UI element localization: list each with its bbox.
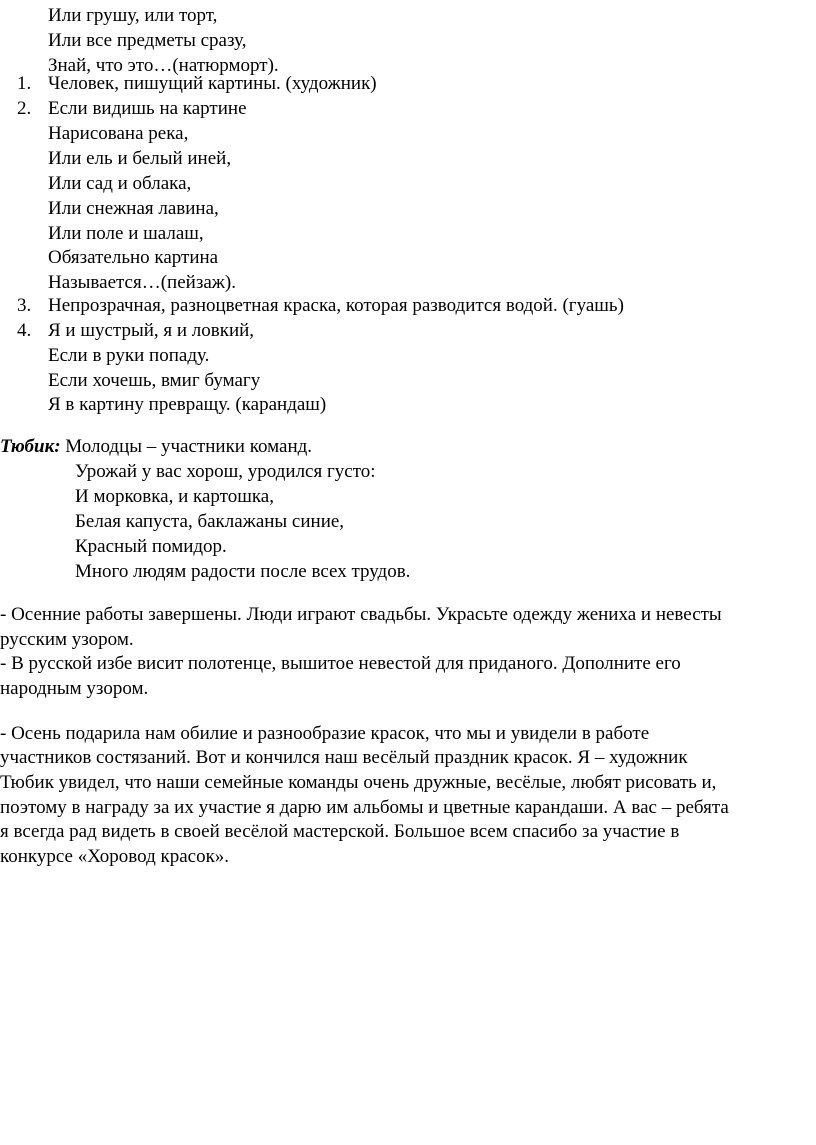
riddle-line: Или поле и шалаш, [48,223,204,244]
riddle-line: Если в руки попаду. [48,345,210,366]
paragraph-line: - В русской избе висит полотенце, вышитое невестой для приданого. Дополните его [0,653,681,674]
riddle-line: Я в картину превращу. (карандаш) [48,394,327,415]
riddle-line: Я и шустрый, я и ловкий, [48,320,255,341]
speech-line: Белая капуста, баклажаны синие, [75,511,345,532]
speech-line: Красный помидор. [75,536,227,557]
list-number: 2. [17,98,32,119]
verse-line: Или грушу, или торт, [48,5,218,26]
speech-first-line: Молодцы – участники команд. [65,436,313,457]
paragraph-line: русским узором. [0,629,134,650]
paragraph-line: - Осенние работы завершены. Люди играют свадьбы. Украсьте одежду жениха и невесты [0,604,722,625]
speech-line: И морковка, и картошка, [75,486,274,507]
list-number: 4. [17,320,32,341]
speech-line: Много людям радости после всех трудов. [75,561,411,582]
riddle-line: Называется…(пейзаж). [48,272,236,293]
riddle-line: Или сад и облака, [48,173,192,194]
speech-line: Урожай у вас хорош, уродился густо: [75,461,376,482]
paragraph-line: я всегда рад видеть в своей весёлой мастерской. Большое всем спасибо за участие в [0,821,680,842]
riddle-line: Или снежная лавина, [48,198,219,219]
paragraph-line: конкурсе «Хоровод красок». [0,846,230,867]
paragraph-line: поэтому в награду за их участие я дарю им альбомы и цветные карандаши. А вас – ребята [0,797,729,818]
speaker-name: Тюбик: [0,436,61,457]
paragraph-line: участников состязаний. Вот и кончился наш весёлый праздник красок. Я – художник [0,747,688,768]
riddle-line: Человек, пишущий картины. (художник) [48,73,377,94]
paragraph-line: Тюбик увидел, что наши семейные команды очень дружные, весёлые, любят рисовать и, [0,772,717,793]
riddle-line: Нарисована река, [48,123,189,144]
riddle-line: Непрозрачная, разноцветная краска, которая разводится водой. (гуашь) [48,295,624,316]
verse-line: Знай, что это…(натюрморт). [48,55,279,76]
verse-line: Или все предметы сразу, [48,30,247,51]
list-number: 3. [17,295,32,316]
riddle-line: Обязательно картина [48,247,219,268]
list-number: 1. [17,73,32,94]
speaker-line [0,435,312,459]
riddle-line: Или ель и белый иней, [48,148,232,169]
paragraph-line: народным узором. [0,678,149,699]
riddle-line: Если видишь на картине [48,98,247,119]
riddle-line: Если хочешь, вмиг бумагу [48,370,261,391]
paragraph-line: - Осень подарила нам обилие и разнообразие красок, что мы и увидели в работе [0,723,650,744]
